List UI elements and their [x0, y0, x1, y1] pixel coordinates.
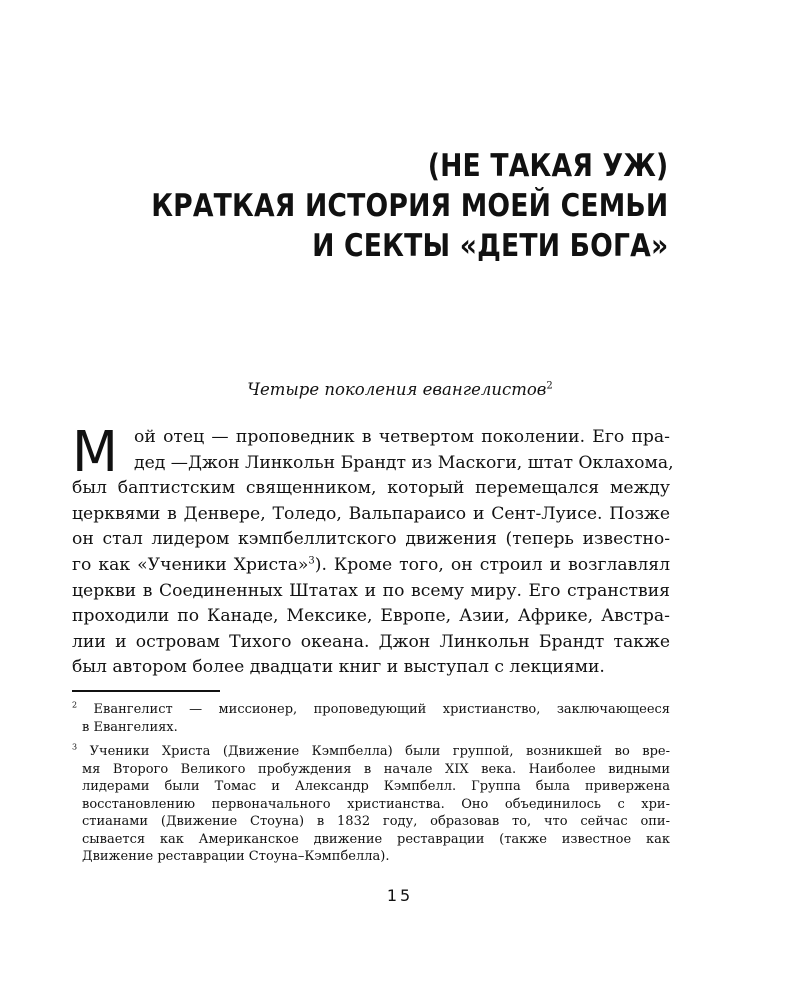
- footnote-3-line: лидерами были Томас и Александр Кэмпбелл. Группа была привержена: [82, 779, 670, 794]
- body-line-with-ref: [72, 553, 670, 579]
- body-line: церкви в Соединенных Штатах и по всему миру. Его странствия: [72, 580, 670, 601]
- body-line: проходили по Канаде, Мексике, Европе, Азии, Африке, Австра-: [72, 606, 670, 627]
- footnote-marker: 3: [72, 742, 78, 752]
- page-number: 15: [386, 886, 414, 905]
- footnote-2-line: в Евангелиях.: [82, 719, 178, 735]
- body-line: церквями в Денвере, Толедо, Вальпараисо и Сент-Луисе. Позже: [72, 503, 670, 524]
- chapter-title-line: КРАТКАЯ ИСТОРИЯ МОЕЙ СЕМЬИ: [150, 188, 668, 224]
- footnote-3-line: сывается как Американское движение реставрации (также известное как: [82, 831, 670, 847]
- footnote-2-line: [72, 701, 670, 719]
- body-line: лии и островам Тихого океана. Джон Линкольн Брандт также: [72, 631, 670, 652]
- footnote-text: Евангелист — миссионер, проповедующий христианство, заключающееся: [93, 702, 670, 717]
- body-line: был автором более двадцати книг и выступал с лекциями.: [72, 657, 605, 678]
- body-line-tail: ). Кроме того, он строил и возглавлял: [314, 554, 670, 575]
- footnote-ref-3: 3: [308, 555, 315, 567]
- footnote-3-line: мя Второго Великого пробуждения в начале XIX века. Наиболее видными: [82, 761, 670, 777]
- chapter-title: [151, 146, 668, 266]
- footnote-marker: 2: [72, 700, 78, 710]
- body-line: он стал лидером кэмпбеллитского движения (теперь известно-: [72, 529, 670, 550]
- body-line: был баптистским священником, который перемещался между: [72, 478, 670, 499]
- footnote-3-line: [72, 743, 670, 761]
- section-heading-text: Четыре поколения евангелистов: [247, 380, 547, 399]
- section-heading: [0, 380, 800, 400]
- chapter-title-line: И СЕКТЫ «ДЕТИ БОГА»: [311, 228, 668, 264]
- footnote-3-line: стианами (Движение Стоуна) в 1832 году, образовав то, что сейчас опи-: [82, 814, 670, 829]
- body-line: дед —Джон Линкольн Брандт из Маскоги, штат Оклахома,: [134, 452, 674, 473]
- drop-cap: М: [72, 420, 118, 485]
- footnote-3-line: восстановлению первоначального христианства. Оно объединилось с хри-: [82, 796, 670, 812]
- body-paragraph: [72, 420, 674, 681]
- footnote-text: Ученики Христа (Движение Кэмпбелла) были группой, возникшей во вре-: [89, 744, 671, 759]
- footnote-3-line: Движение реставрации Стоуна–Кэмпбелла).: [82, 849, 390, 864]
- chapter-title-line: (НЕ ТАКАЯ УЖ): [427, 148, 668, 184]
- footnote-ref-2: 2: [546, 380, 553, 392]
- footnotes: [72, 701, 670, 866]
- body-line-text: го как «Ученики Христа»: [72, 554, 309, 575]
- body-line: ой отец — проповедник в четвертом поколении. Его пра-: [134, 427, 670, 447]
- footnote-divider: [72, 690, 220, 692]
